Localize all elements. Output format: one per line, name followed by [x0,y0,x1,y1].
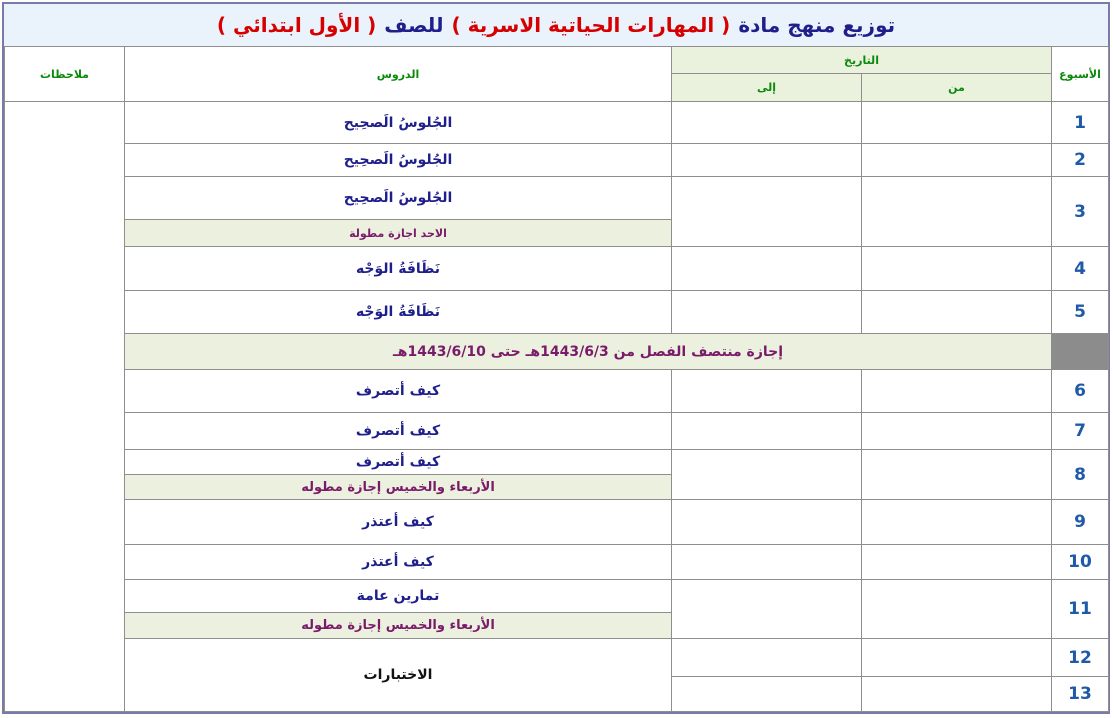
date-from-cell[interactable] [862,247,1052,291]
week-number: 2 [1052,144,1109,177]
notes-cell[interactable] [5,102,125,712]
lesson-cell: كيف أتصرف [125,450,672,475]
week-number: 8 [1052,450,1109,500]
lesson-cell: نَظَافَةُ الوَجْه [125,291,672,334]
lesson-cell: الجُلوسُ الَصحِيح [125,177,672,220]
title-subject: ( المهارات الحياتية الاسرية ) [451,13,731,37]
week-number: 9 [1052,500,1109,545]
date-to-cell[interactable] [672,677,862,712]
holiday-note: الاحد اجازة مطولة [125,220,672,247]
lesson-cell: كيف أتصرف [125,413,672,450]
date-from-cell[interactable] [862,413,1052,450]
holiday-note: الأربعاء والخميس إجازة مطوله [125,475,672,500]
date-from-cell[interactable] [862,144,1052,177]
date-to-cell[interactable] [672,247,862,291]
date-from-cell[interactable] [862,639,1052,677]
date-from-cell[interactable] [862,677,1052,712]
holiday-note: الأربعاء والخميس إجازة مطوله [125,613,672,639]
lesson-cell: نَظَافَةُ الوَجْه [125,247,672,291]
date-to-cell[interactable] [672,291,862,334]
date-from-cell[interactable] [862,177,1052,247]
page-title [4,4,1108,47]
schedule-table [4,46,1109,712]
week-number: 3 [1052,177,1109,247]
week-number: 1 [1052,102,1109,144]
date-to-cell[interactable] [672,545,862,580]
lesson-cell: كيف أعتذر [125,500,672,545]
week-number: 7 [1052,413,1109,450]
date-from-cell[interactable] [862,580,1052,639]
week-number: 12 [1052,639,1109,677]
header-lessons: الدروس [125,47,672,102]
lesson-cell: كيف أعتذر [125,545,672,580]
week-number: 13 [1052,677,1109,712]
week-number: 11 [1052,580,1109,639]
week-number: 5 [1052,291,1109,334]
lesson-cell: الجُلوسُ الَصحِيح [125,102,672,144]
header-week: الأسبوع [1052,47,1109,102]
break-week-cell [1052,334,1109,370]
date-to-cell[interactable] [672,500,862,545]
date-to-cell[interactable] [672,144,862,177]
date-to-cell[interactable] [672,639,862,677]
title-part1: توزيع منهج مادة [738,13,896,37]
date-to-cell[interactable] [672,450,862,500]
date-from-cell[interactable] [862,370,1052,413]
title-grade: ( الأول ابتدائي ) [216,13,377,37]
date-to-cell[interactable] [672,177,862,247]
curriculum-sheet [2,2,1110,714]
exams-cell: الاختبارات [125,639,672,712]
date-to-cell[interactable] [672,370,862,413]
header-from: من [862,74,1052,102]
date-from-cell[interactable] [862,450,1052,500]
week-number: 10 [1052,545,1109,580]
date-to-cell[interactable] [672,102,862,144]
date-from-cell[interactable] [862,500,1052,545]
midterm-break: إجازة منتصف الفصل من 1443/6/3هـ حتى 1443/6/10هـ [125,334,1052,370]
week-number: 6 [1052,370,1109,413]
date-from-cell[interactable] [862,102,1052,144]
date-to-cell[interactable] [672,580,862,639]
header-date: التاريخ [672,47,1052,74]
date-to-cell[interactable] [672,413,862,450]
date-from-cell[interactable] [862,545,1052,580]
lesson-cell: تمارين عامة [125,580,672,613]
lesson-cell: الجُلوسُ الَصحِيح [125,144,672,177]
header-to: إلى [672,74,862,102]
lesson-cell: كيف أتصرف [125,370,672,413]
title-part2: للصف [384,13,444,37]
week-number: 4 [1052,247,1109,291]
date-from-cell[interactable] [862,291,1052,334]
header-notes: ملاحظات [5,47,125,102]
